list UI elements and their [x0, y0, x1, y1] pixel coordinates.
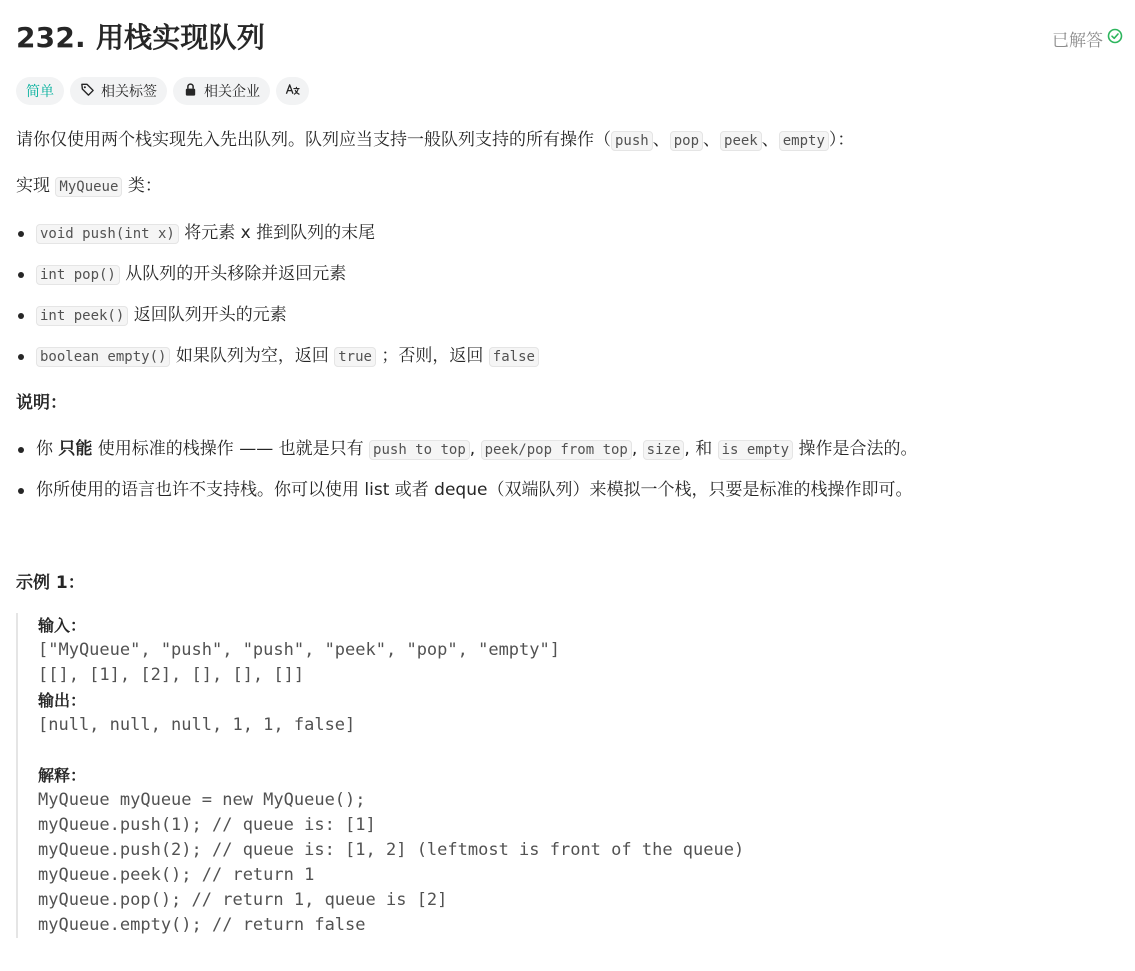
method-signature: boolean empty()	[36, 347, 170, 367]
list-item: int pop() 从队列的开头移除并返回元素	[16, 262, 539, 286]
related-topics-label: 相关标签	[101, 84, 157, 100]
code-pop: pop	[670, 131, 703, 151]
code-empty: empty	[779, 131, 829, 151]
difficulty-badge[interactable]: 简单	[16, 77, 64, 105]
implementation-line: 实现 MyQueue 类：	[16, 176, 162, 196]
list-item: 你 只能 使用标准的栈操作 —— 也就是只有 push to top , peek/pop from top , size , 和 is empty 操作是合法的。	[16, 437, 917, 461]
method-signature: int peek()	[36, 306, 128, 326]
code-peek: peek	[720, 131, 762, 151]
output-label: 输出：	[38, 691, 87, 710]
translate-icon	[285, 82, 300, 101]
solved-label: 已解答	[1052, 31, 1103, 51]
explain-label: 解释：	[38, 766, 87, 785]
list-item: 你所使用的语言也许不支持栈。你可以使用 list 或者 deque（双端队列）来模拟一个栈，只要是标准的栈操作即可。	[16, 478, 917, 502]
tag-icon	[80, 82, 95, 101]
notes-heading: 说明：	[16, 393, 67, 413]
explain-line: myQueue.pop(); // return 1, queue is [2]	[38, 890, 448, 910]
description-intro: 请你仅使用两个栈实现先入先出队列。队列应当支持一般队列支持的所有操作（ push 、 pop 、 peek 、 empty ）：	[16, 130, 855, 150]
method-signature: int pop()	[36, 265, 120, 285]
solved-status	[1052, 26, 1123, 51]
list-item: boolean empty() 如果队列为空，返回 true ；否则，返回 false	[16, 344, 539, 368]
example-heading: 示例 1：	[16, 573, 85, 593]
emphasis: 只能	[58, 439, 93, 459]
spacer	[38, 738, 1038, 763]
problem-header	[16, 16, 1123, 60]
problem-title[interactable]: 232. 用栈实现队列	[16, 21, 266, 54]
related-companies-button[interactable]	[173, 77, 270, 105]
method-signature: void push(int x)	[36, 224, 179, 244]
code-false: false	[489, 347, 539, 367]
list-item: int peek() 返回队列开头的元素	[16, 303, 539, 327]
method-list	[16, 221, 539, 385]
explain-line: myQueue.push(1); // queue is: [1]	[38, 815, 376, 835]
tag-bar	[16, 77, 309, 105]
explain-line: myQueue.empty(); // return false	[38, 915, 366, 935]
input-line: ["MyQueue", "push", "push", "peek", "pop", "empty"]	[38, 640, 560, 660]
output-line: [null, null, null, 1, 1, false]	[38, 715, 356, 735]
code-class-name: MyQueue	[55, 177, 122, 197]
example-block	[16, 613, 1038, 938]
explain-line: MyQueue myQueue = new MyQueue();	[38, 790, 366, 810]
code-push: push	[611, 131, 653, 151]
list-item: void push(int x) 将元素 x 推到队列的末尾	[16, 221, 539, 245]
explain-line: myQueue.peek(); // return 1	[38, 865, 315, 885]
input-line: [[], [1], [2], [], [], []]	[38, 665, 305, 685]
lock-icon	[183, 82, 198, 101]
explain-line: myQueue.push(2); // queue is: [1, 2] (leftmost is front of the queue)	[38, 840, 745, 860]
input-label: 输入：	[38, 616, 87, 635]
related-topics-button[interactable]	[70, 77, 167, 105]
code-true: true	[334, 347, 376, 367]
related-companies-label: 相关企业	[204, 84, 260, 100]
notes-list	[16, 437, 917, 519]
translate-button[interactable]	[276, 77, 309, 105]
check-circle-icon	[1107, 28, 1123, 49]
